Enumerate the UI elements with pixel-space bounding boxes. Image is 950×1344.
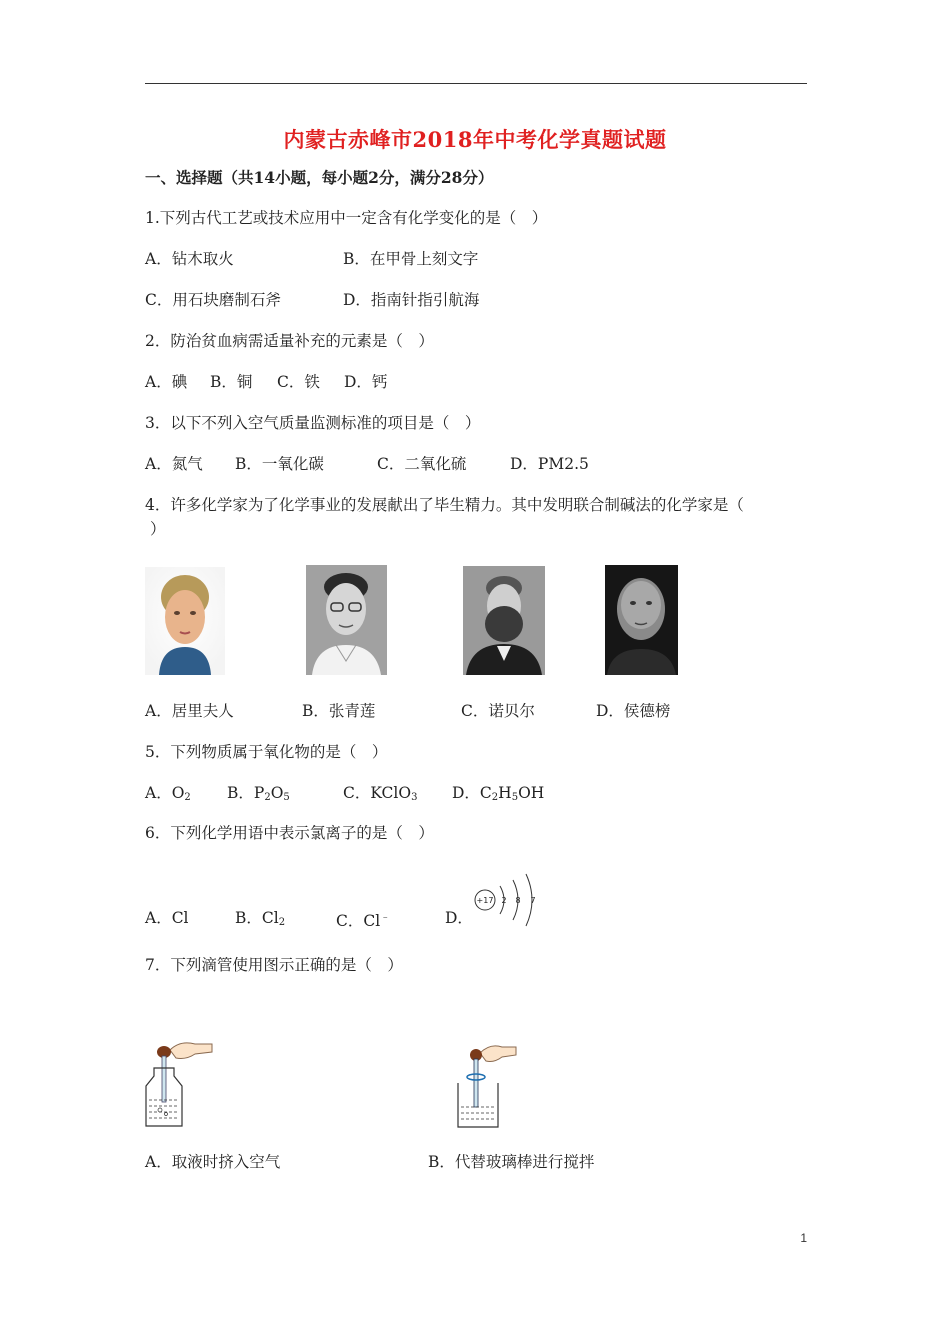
dropper-in-bottle-illustration [140, 1038, 215, 1130]
question-3-stem: 3．以下不列入空气质量监测标准的项目是（ ） [145, 414, 481, 432]
question-3-option-a: A．氮气 [145, 455, 203, 473]
question-6-option-d: D． [445, 909, 473, 927]
question-5-option-c: C．KClO$_3$ [343, 784, 418, 803]
question-1-option-c: C．用石块磨制石斧 [145, 291, 281, 309]
question-6-option-c: C．Cl﹣ [336, 912, 391, 930]
header-rule [145, 83, 807, 84]
question-7-stem: 7．下列滴管使用图示正确的是（ ） [145, 956, 403, 974]
question-1-option-b: B．在甲骨上刻文字 [343, 250, 479, 268]
question-2-option-a: A．碘 [145, 373, 188, 391]
question-7-option-b: B．代替玻璃棒进行搅拌 [428, 1153, 595, 1171]
question-3-option-c: C．二氧化硫 [377, 455, 467, 473]
hou-debang-portrait [605, 565, 678, 675]
question-7-option-a: A．取液时挤入空气 [145, 1153, 281, 1171]
question-2-stem: 2．防治贫血病需适量补充的元素是（ ） [145, 332, 434, 350]
nobel-portrait [463, 566, 545, 675]
section-heading: 一、选择题（共14小题，每小题2分，满分28分） [145, 168, 494, 187]
question-6-option-b: B．$Cl_2$ [235, 909, 286, 928]
question-4-option-d: D．侯德榜 [596, 702, 671, 720]
question-4-stem: 4．许多化学家为了化学事业的发展献出了毕生精力。其中发明联合制碱法的化学家是（ [145, 496, 744, 514]
question-2-option-d: D．钙 [344, 373, 388, 391]
question-4-option-c: C．诺贝尔 [461, 702, 535, 720]
page-title: 内蒙古赤峰市2018年中考化学真题试题 [283, 127, 667, 152]
question-3-option-b: B．一氧化碳 [235, 455, 324, 473]
page-number: 1 [800, 1231, 807, 1245]
question-5-option-b: B．$P_2O_5$ [227, 784, 290, 803]
shell-2-electrons: 8 [515, 896, 521, 905]
question-5-option-d: D．$C_2H_5OH$ [452, 784, 545, 803]
nucleus-charge: +17 [476, 896, 494, 905]
question-4-option-a: A．居里夫人 [145, 702, 234, 720]
question-1-option-a: A．钻木取火 [145, 250, 234, 268]
question-4-stem-end: ） [150, 520, 166, 538]
question-2-option-b: B．铜 [210, 373, 253, 391]
question-1-option-d: D．指南针指引航海 [343, 291, 480, 309]
question-1-stem: 1.下列古代工艺或技术应用中一定含有化学变化的是（ ） [145, 209, 548, 227]
chlorine-atom-structure-diagram [470, 872, 545, 928]
question-4-option-b: B．张青莲 [302, 702, 376, 720]
curie-portrait [145, 567, 225, 675]
question-2-option-c: C．铁 [277, 373, 320, 391]
shell-3-electrons: 7 [530, 896, 536, 905]
shell-1-electrons: 2 [501, 896, 507, 905]
question-6-stem: 6．下列化学用语中表示氯离子的是（ ） [145, 824, 434, 842]
question-6-option-a: A．Cl [145, 909, 189, 927]
zhang-qinglian-portrait [306, 565, 387, 675]
question-5-option-a: A．$O_2$ [145, 784, 191, 803]
question-5-stem: 5．下列物质属于氧化物的是（ ） [145, 743, 388, 761]
dropper-stirring-beaker-illustration [452, 1043, 522, 1133]
question-3-option-d: D．PM2.5 [510, 455, 589, 473]
